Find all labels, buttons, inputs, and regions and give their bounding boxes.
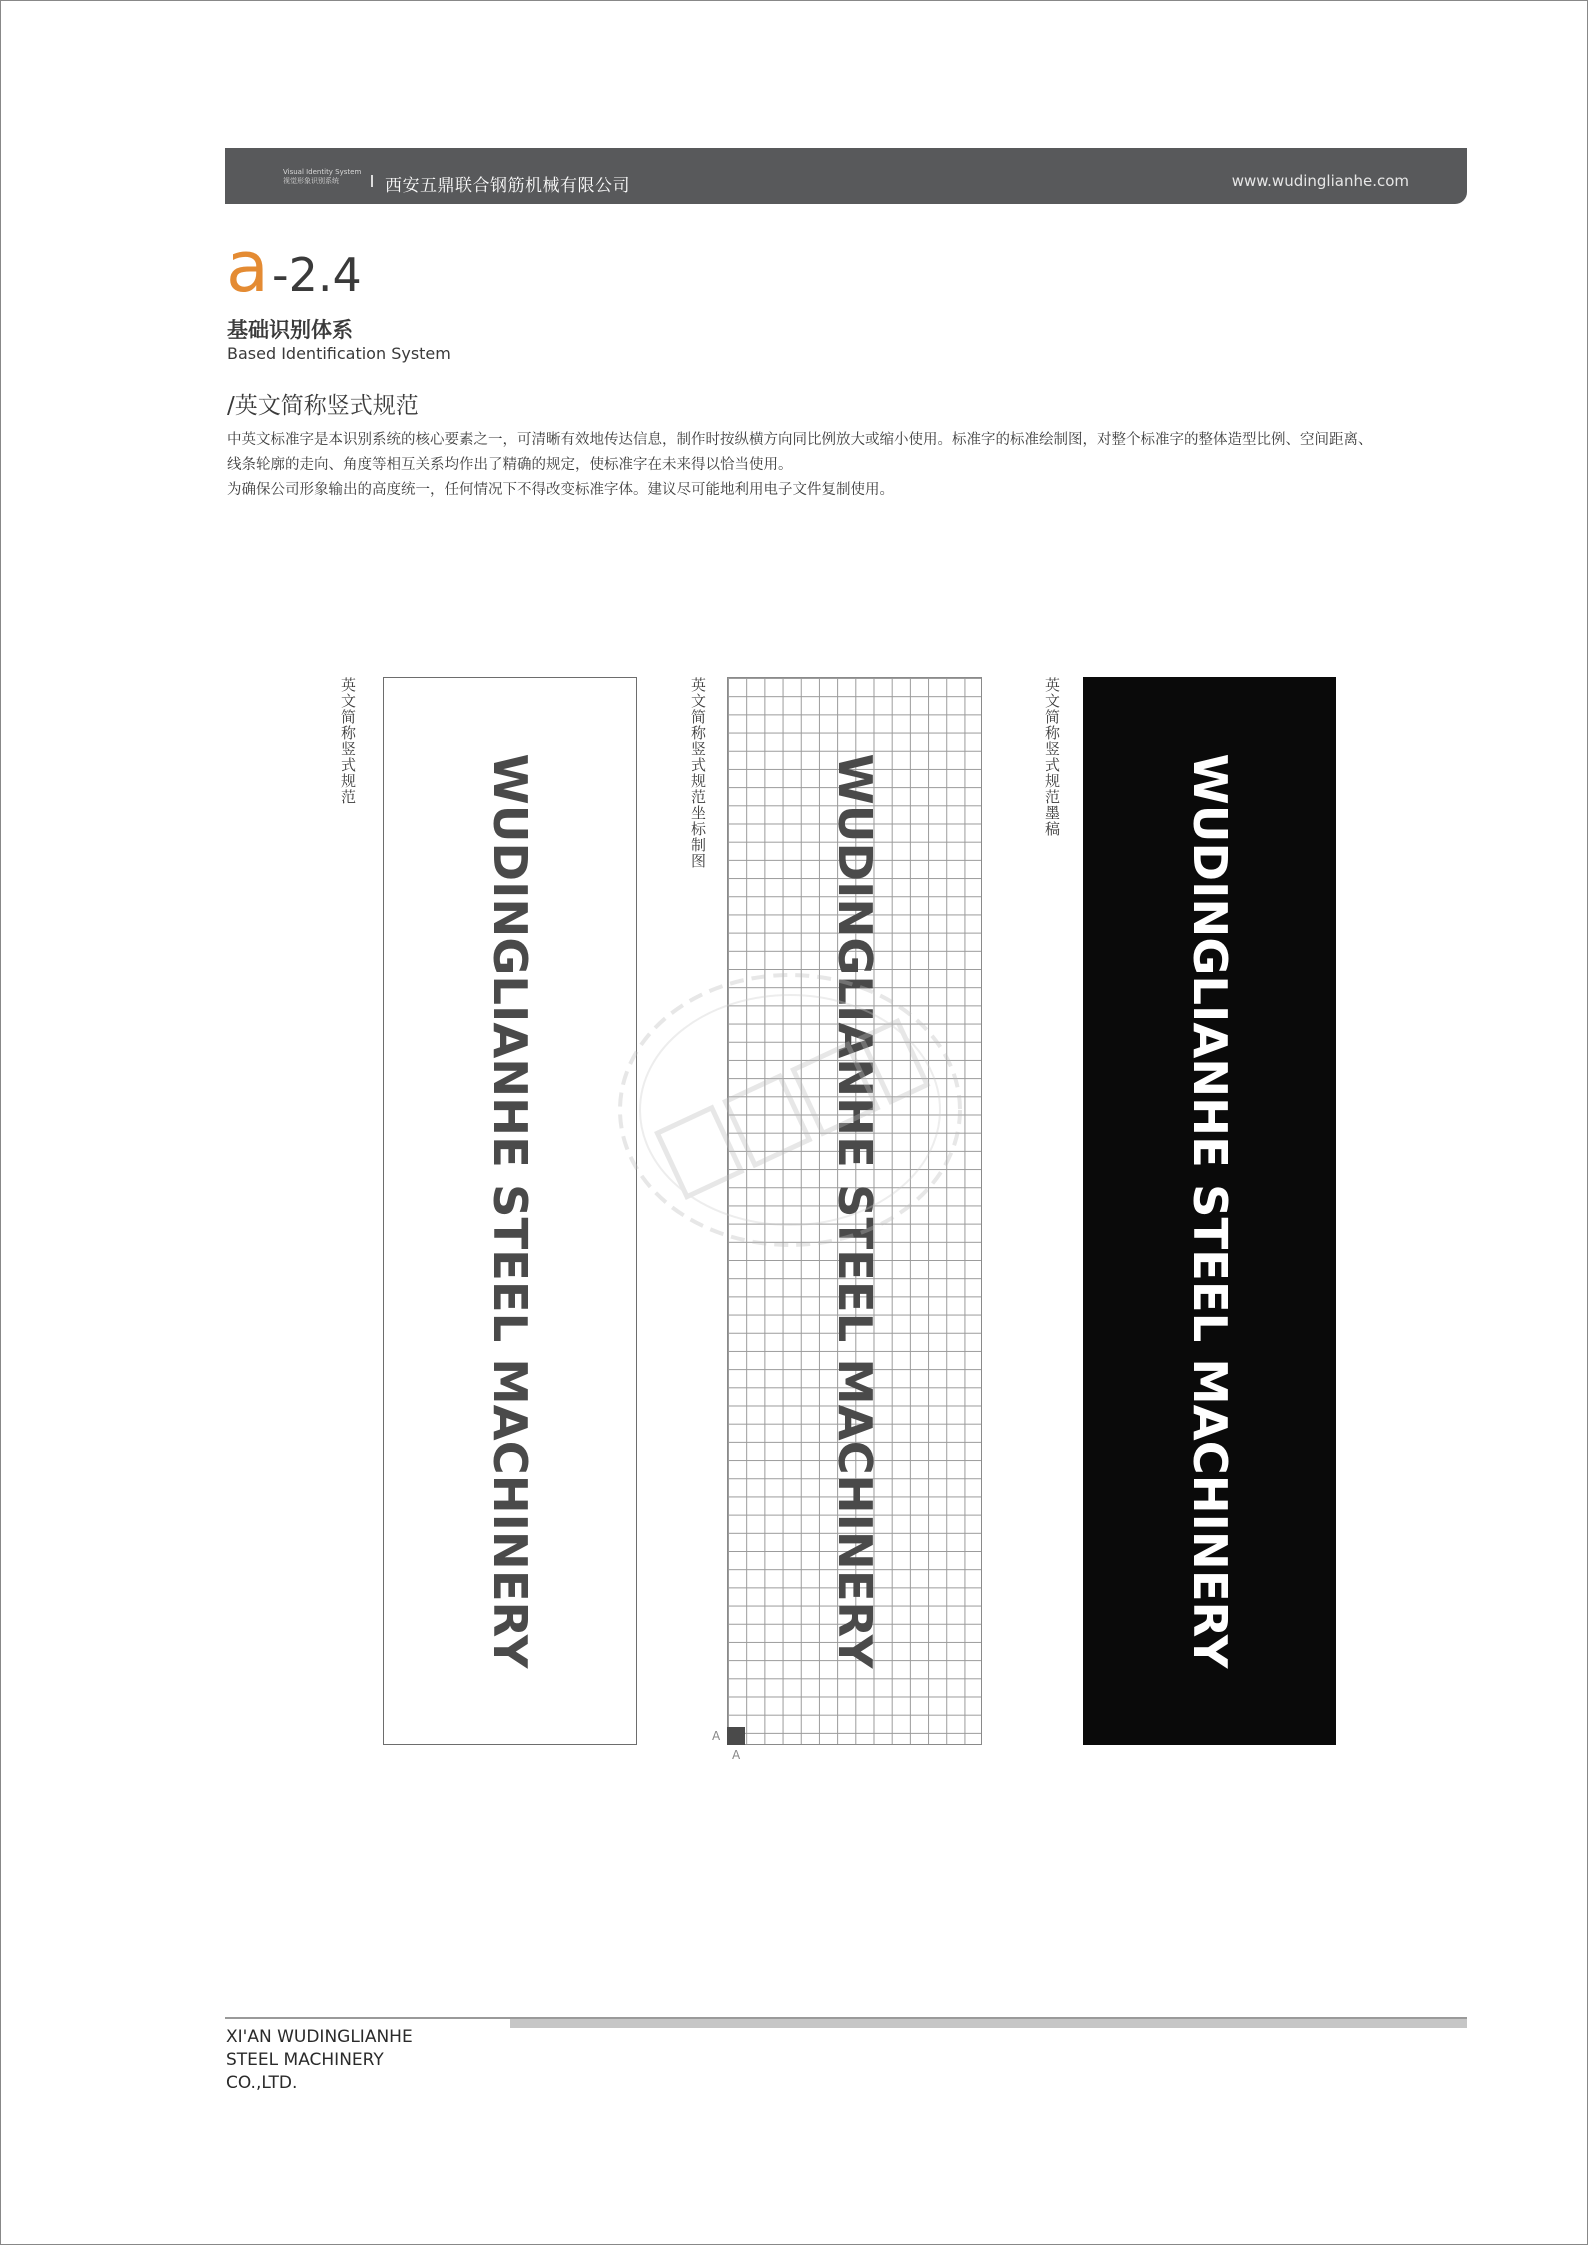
body-line: 中英文标准字是本识别系统的核心要素之一，可清晰有效地传达信息，制作时按纵横方向同比例放大或缩小使用。标准字的标准绘制图，对整个标准字的整体造型比例、空间距离、 [227,432,1373,448]
header-divider [371,175,373,187]
footer-band [510,2019,1467,2028]
grid-unit-label: A [712,1729,721,1743]
grid-unit-square [727,1727,745,1745]
section-title-en: Based Identification System [227,344,451,363]
panel-ink [1083,677,1336,1745]
footer-line-3: CO.,LTD. [226,2073,298,2093]
header-vis-label [283,168,361,186]
header-vis-en: Visual Identity System [283,168,362,176]
header-bar [225,148,1467,204]
body-text [227,428,1467,503]
footer-line-2: STEEL MACHINERY [226,2050,384,2070]
panel-caption-grid: 英文简称竖式规范坐标制图 [689,677,707,869]
vertical-logo-text: WUDINGLIANHE STEEL MACHINERY [483,753,537,1669]
panel-caption-standard: 英文简称竖式规范 [339,677,357,805]
footer-line-1: XI'AN WUDINGLIANHE [226,2027,413,2047]
section-title-cn: 基础识别体系 [227,318,353,342]
body-line: 为确保公司形象输出的高度统一，任何情况下不得改变标准字体。建议尽可能地利用电子文件复制使用。 [227,482,894,498]
section-letter: a [226,226,269,308]
header-vis-cn: 视觉形象识别系统 [283,177,339,185]
section-number: -2.4 [272,248,362,302]
vertical-logo-text: WUDINGLIANHE STEEL MACHINERY [1182,753,1237,1669]
panel-standard [383,677,637,1745]
header-company: 西安五鼎联合钢筋机械有限公司 [385,176,630,196]
header-url[interactable]: www.wudinglianhe.com [1231,172,1409,190]
grid-unit-label: A [732,1748,741,1762]
body-line: 线条轮廓的走向、角度等相互关系均作出了精确的规定，使标准字在未来得以恰当使用。 [227,457,793,473]
panel-caption-ink: 英文简称竖式规范墨稿 [1043,677,1061,837]
panel-grid [727,677,982,1745]
page-subtitle: /英文简称竖式规范 [227,393,419,419]
footer-company [226,2026,413,2095]
vertical-logo-text: WUDINGLIANHE STEEL MACHINERY [827,753,882,1669]
